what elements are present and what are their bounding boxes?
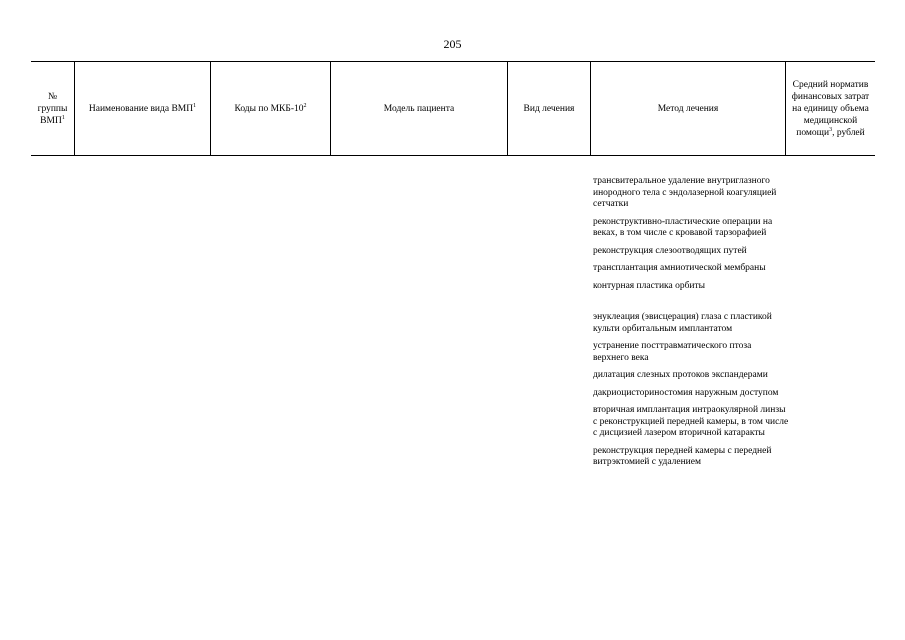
header-col-vmp-name-text: Наименование вида ВМП: [88, 103, 194, 114]
list-item: реконструкция передней камеры с передней витрэктомией с удалением: [593, 445, 772, 467]
list-item: реконструкция слезоотводящих путей: [593, 245, 747, 256]
footnote-mark: 1: [193, 102, 197, 109]
page-number: 205: [443, 37, 462, 51]
footnote-mark: 1: [61, 114, 65, 121]
header-col-group-number: [31, 62, 75, 155]
table-header: [31, 61, 875, 156]
list-item: контурная пластика орбиты: [593, 280, 706, 291]
header-col-group-number-text: № группы ВМП: [37, 91, 68, 126]
list-item: вторичная имплантация интраокулярной линзы с реконструкцией передней камеры, в том числе с дисцизией лазером вторичной катаракты: [593, 405, 789, 438]
header-col-patient-model-text: Модель пациента: [383, 103, 455, 114]
list-item: трансвитеральное удаление внутриглазного инородного тела с эндолазерной коагуляцией сетчатки: [593, 176, 777, 209]
list-item: устранение посттравматического птоза верхнего века: [593, 341, 752, 363]
list-item: реконструктивно-пластические операции на веках, в том числе с кровавой тарзорафией: [593, 216, 773, 238]
treatment-methods-list: [593, 176, 789, 475]
header-col-vmp-name: [75, 62, 211, 155]
list-item: трансплантация амниотической мембраны: [593, 263, 766, 273]
header-col-patient-model: [331, 62, 508, 155]
list-item: дакриоцисториностомия наружным доступом: [593, 387, 779, 398]
header-col-icd-codes-text: Коды по МКБ-10: [234, 103, 304, 114]
header-col-treatment-method: [591, 62, 786, 155]
footnote-mark: 2: [303, 102, 307, 109]
header-col-treatment-type-text: Вид лечения: [523, 103, 575, 114]
header-col-average-cost: [786, 62, 875, 155]
header-col-average-cost-text: Средний норматив финансовых затрат на единицу объема медицинской помощи: [791, 79, 870, 138]
header-col-treatment-type: [508, 62, 591, 155]
header-col-treatment-method-text: Метод лечения: [657, 103, 719, 114]
list-item: дилатация слезных протоков экспандерами: [593, 370, 768, 380]
header-col-average-cost-unit: , рублей: [832, 127, 865, 138]
header-col-icd-codes: [211, 62, 331, 155]
list-item: энуклеация (эвисцерация) глаза с пластикой культи орбитальным имплантатом: [593, 312, 772, 334]
footnote-mark: 3: [829, 126, 833, 133]
